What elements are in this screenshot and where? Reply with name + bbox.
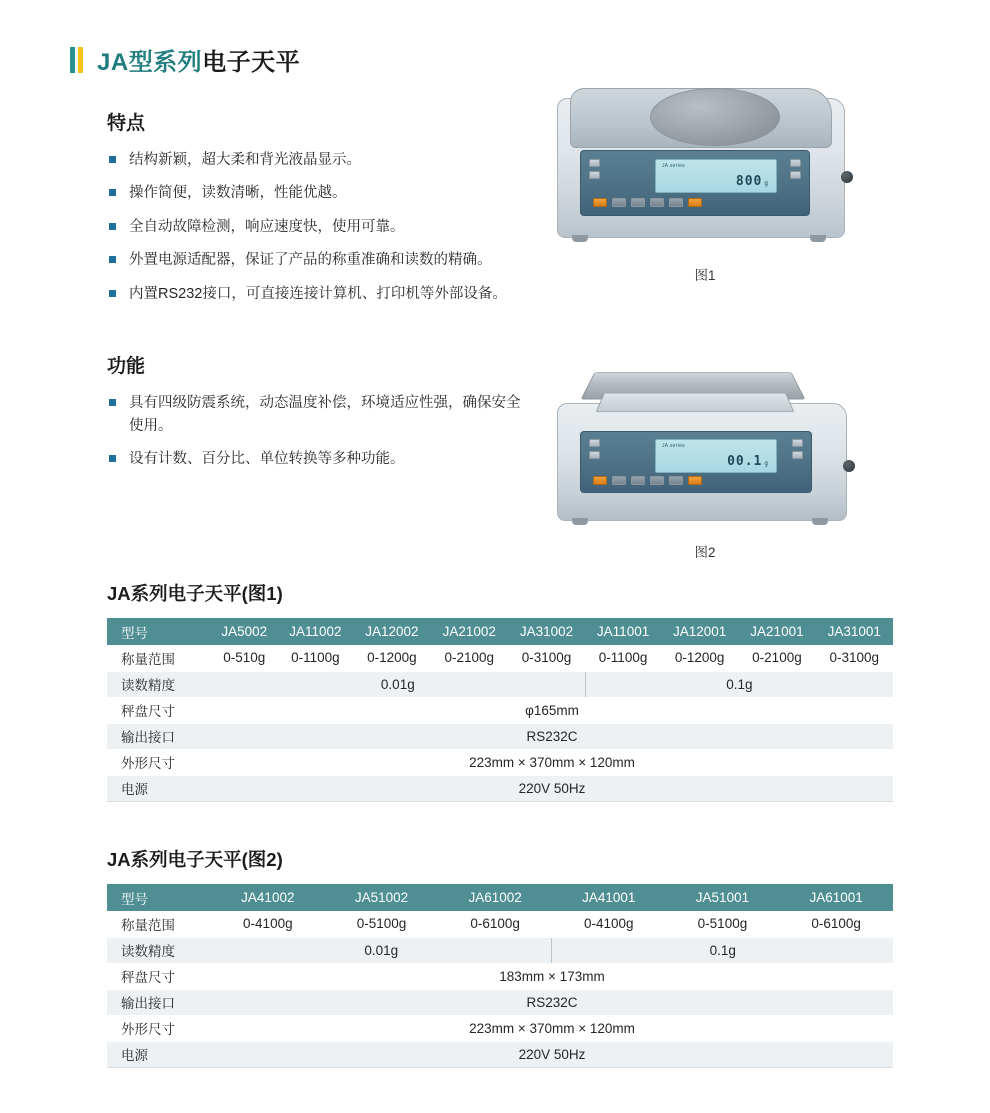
table-cell: 0.1g <box>552 937 893 963</box>
function-key[interactable] <box>589 171 600 179</box>
list-item: 具有四级防震系统，动态温度补偿，环境适应性强，确保安全使用。 <box>107 392 527 437</box>
function-key[interactable] <box>669 198 683 207</box>
table-cell: 0-2100g <box>738 645 815 671</box>
functions-list <box>107 392 527 470</box>
row-label: 电源 <box>107 1041 211 1067</box>
lcd-display <box>655 159 777 193</box>
column-header: JA51002 <box>325 884 439 911</box>
table-row <box>107 671 893 697</box>
table-cell: 0-3100g <box>508 645 585 671</box>
table-cell: φ165mm <box>211 697 893 723</box>
row-label: 秤盘尺寸 <box>107 697 211 723</box>
table-cell: 0-3100g <box>816 645 893 671</box>
table-header-row <box>107 618 893 645</box>
table-row <box>107 749 893 775</box>
table-cell: 0-6100g <box>779 911 893 937</box>
features-list <box>107 149 527 305</box>
spec-table-2 <box>107 884 893 1067</box>
table-row <box>107 1041 893 1067</box>
table-cell: 0-6100g <box>438 911 552 937</box>
spec-table-1-block <box>107 580 893 802</box>
lcd-brand-label: JA series <box>662 163 685 169</box>
column-header: JA51001 <box>666 884 780 911</box>
column-header: JA21001 <box>738 618 815 645</box>
figure-2-caption: 图2 <box>694 545 716 560</box>
column-header: 型号 <box>107 618 211 645</box>
table-cell: 0-1100g <box>277 645 353 671</box>
keypad-row <box>593 476 702 485</box>
control-panel <box>580 150 810 216</box>
features-heading: 特点 <box>107 113 146 134</box>
page-title-highlight-cn: 型系列 <box>128 49 203 76</box>
level-knob <box>841 171 853 183</box>
column-header: JA41002 <box>211 884 325 911</box>
function-key[interactable] <box>790 171 801 179</box>
table-cell: 0-5100g <box>325 911 439 937</box>
table-cell: 0-4100g <box>211 911 325 937</box>
row-label: 输出接口 <box>107 989 211 1015</box>
table-row <box>107 697 893 723</box>
column-header: JA12002 <box>353 618 430 645</box>
table-cell: RS232C <box>211 723 893 749</box>
row-label: 外形尺寸 <box>107 749 211 775</box>
table-cell: 0-1100g <box>585 645 661 671</box>
list-item: 操作简便，读数清晰，性能优越。 <box>107 182 527 204</box>
table-bottom-rule <box>107 1067 893 1068</box>
row-label: 称量范围 <box>107 645 211 671</box>
row-label: 读数精度 <box>107 937 211 963</box>
table-row <box>107 723 893 749</box>
left-key-group <box>589 159 600 179</box>
function-key[interactable] <box>612 476 626 485</box>
table-cell: 0-1200g <box>661 645 738 671</box>
page-title <box>97 42 300 77</box>
row-label: 秤盘尺寸 <box>107 963 211 989</box>
level-knob <box>843 460 855 472</box>
balance-foot <box>812 518 828 525</box>
list-item: 结构新颖，超大柔和背光液晶显示。 <box>107 149 527 171</box>
weighing-pan-round <box>650 88 780 146</box>
table-row <box>107 775 893 801</box>
table-row <box>107 963 893 989</box>
figure-1-caption: 图1 <box>694 268 716 283</box>
lcd-display <box>655 439 777 473</box>
left-content-column <box>107 108 527 482</box>
keypad-row <box>593 198 702 207</box>
list-item: 内置RS232接口，可直接连接计算机、打印机等外部设备。 <box>107 283 527 305</box>
right-key-group <box>792 439 803 459</box>
function-key[interactable] <box>589 451 600 459</box>
lcd-unit: g <box>764 180 769 187</box>
table-row <box>107 1015 893 1041</box>
table-cell: 223mm × 370mm × 120mm <box>211 1015 893 1041</box>
row-label: 读数精度 <box>107 671 211 697</box>
table-cell: 223mm × 370mm × 120mm <box>211 749 893 775</box>
table-cell: 220V 50Hz <box>211 775 893 801</box>
list-item: 全自动故障检测，响应速度快，使用可靠。 <box>107 216 527 238</box>
table-cell: 183mm × 173mm <box>211 963 893 989</box>
column-header: JA61001 <box>779 884 893 911</box>
figure-2 <box>540 335 870 561</box>
function-key[interactable] <box>792 451 803 459</box>
list-item: 外置电源适配器，保证了产品的称重准确和读数的精确。 <box>107 249 527 271</box>
functions-heading: 功能 <box>107 356 146 378</box>
spec-table-1 <box>107 618 893 801</box>
spec-table-1-title: JA系列电子天平(图1) <box>107 583 283 604</box>
table-row <box>107 911 893 937</box>
tare-key[interactable] <box>688 476 702 485</box>
table-cell: RS232C <box>211 989 893 1015</box>
figure-1 <box>540 58 870 284</box>
spec-table-2-title: JA系列电子天平(图2) <box>107 849 283 870</box>
table-row <box>107 937 893 963</box>
function-key[interactable] <box>790 159 801 167</box>
table-cell: 0.1g <box>585 671 893 697</box>
table-cell: 0-5100g <box>666 911 780 937</box>
function-key[interactable] <box>669 476 683 485</box>
lcd-value: 800 g <box>735 174 769 189</box>
column-header: 型号 <box>107 884 211 911</box>
column-header: JA41001 <box>552 884 666 911</box>
column-header: JA12001 <box>661 618 738 645</box>
column-header: JA31001 <box>816 618 893 645</box>
column-header: JA31002 <box>508 618 585 645</box>
row-label: 称量范围 <box>107 911 211 937</box>
function-key[interactable] <box>631 476 645 485</box>
lcd-brand-label: JA series <box>662 443 685 449</box>
table-row <box>107 645 893 671</box>
balance-foot <box>572 518 588 525</box>
balance-foot <box>810 235 826 242</box>
functions-block <box>107 351 527 470</box>
title-bar-yellow <box>78 47 83 73</box>
table-cell: 0-510g <box>211 645 277 671</box>
row-label: 输出接口 <box>107 723 211 749</box>
row-label: 外形尺寸 <box>107 1015 211 1041</box>
list-item: 设有计数、百分比、单位转换等多种功能。 <box>107 448 527 470</box>
function-key[interactable] <box>650 476 664 485</box>
function-key[interactable] <box>792 439 803 447</box>
function-key[interactable] <box>650 198 664 207</box>
weighing-pan-base <box>596 393 795 412</box>
table-cell: 220V 50Hz <box>211 1041 893 1067</box>
balance-illustration-1 <box>540 58 870 258</box>
spec-table-2-block <box>107 846 893 1068</box>
page-title-row <box>70 42 300 77</box>
table-cell: 0-2100g <box>431 645 508 671</box>
table-cell: 0-1200g <box>353 645 430 671</box>
function-key[interactable] <box>631 198 645 207</box>
control-panel <box>580 431 812 493</box>
balance-illustration-2 <box>540 335 870 535</box>
title-bar-teal <box>70 47 75 73</box>
table-cell: 0.01g <box>211 671 585 697</box>
function-key[interactable] <box>589 159 600 167</box>
power-key[interactable] <box>593 198 607 207</box>
column-header: JA11001 <box>585 618 661 645</box>
balance-foot <box>572 235 588 242</box>
table-cell: 0.01g <box>211 937 552 963</box>
lcd-unit: g <box>764 460 769 467</box>
column-header: JA21002 <box>431 618 508 645</box>
left-key-group <box>589 439 600 459</box>
function-key[interactable] <box>612 198 626 207</box>
column-header: JA5002 <box>211 618 277 645</box>
table-header-row <box>107 884 893 911</box>
function-key[interactable] <box>589 439 600 447</box>
table-row <box>107 989 893 1015</box>
table-bottom-rule <box>107 801 893 802</box>
power-key[interactable] <box>593 476 607 485</box>
table-cell: 0-4100g <box>552 911 666 937</box>
column-header: JA61002 <box>438 884 552 911</box>
tare-key[interactable] <box>688 198 702 207</box>
title-accent-bars <box>70 47 83 73</box>
page-title-highlight: JA <box>97 49 129 76</box>
page-title-rest: 电子天平 <box>202 49 301 76</box>
right-key-group <box>790 159 801 179</box>
column-header: JA11002 <box>277 618 353 645</box>
lcd-value: 00.1 g <box>727 454 769 469</box>
row-label: 电源 <box>107 775 211 801</box>
